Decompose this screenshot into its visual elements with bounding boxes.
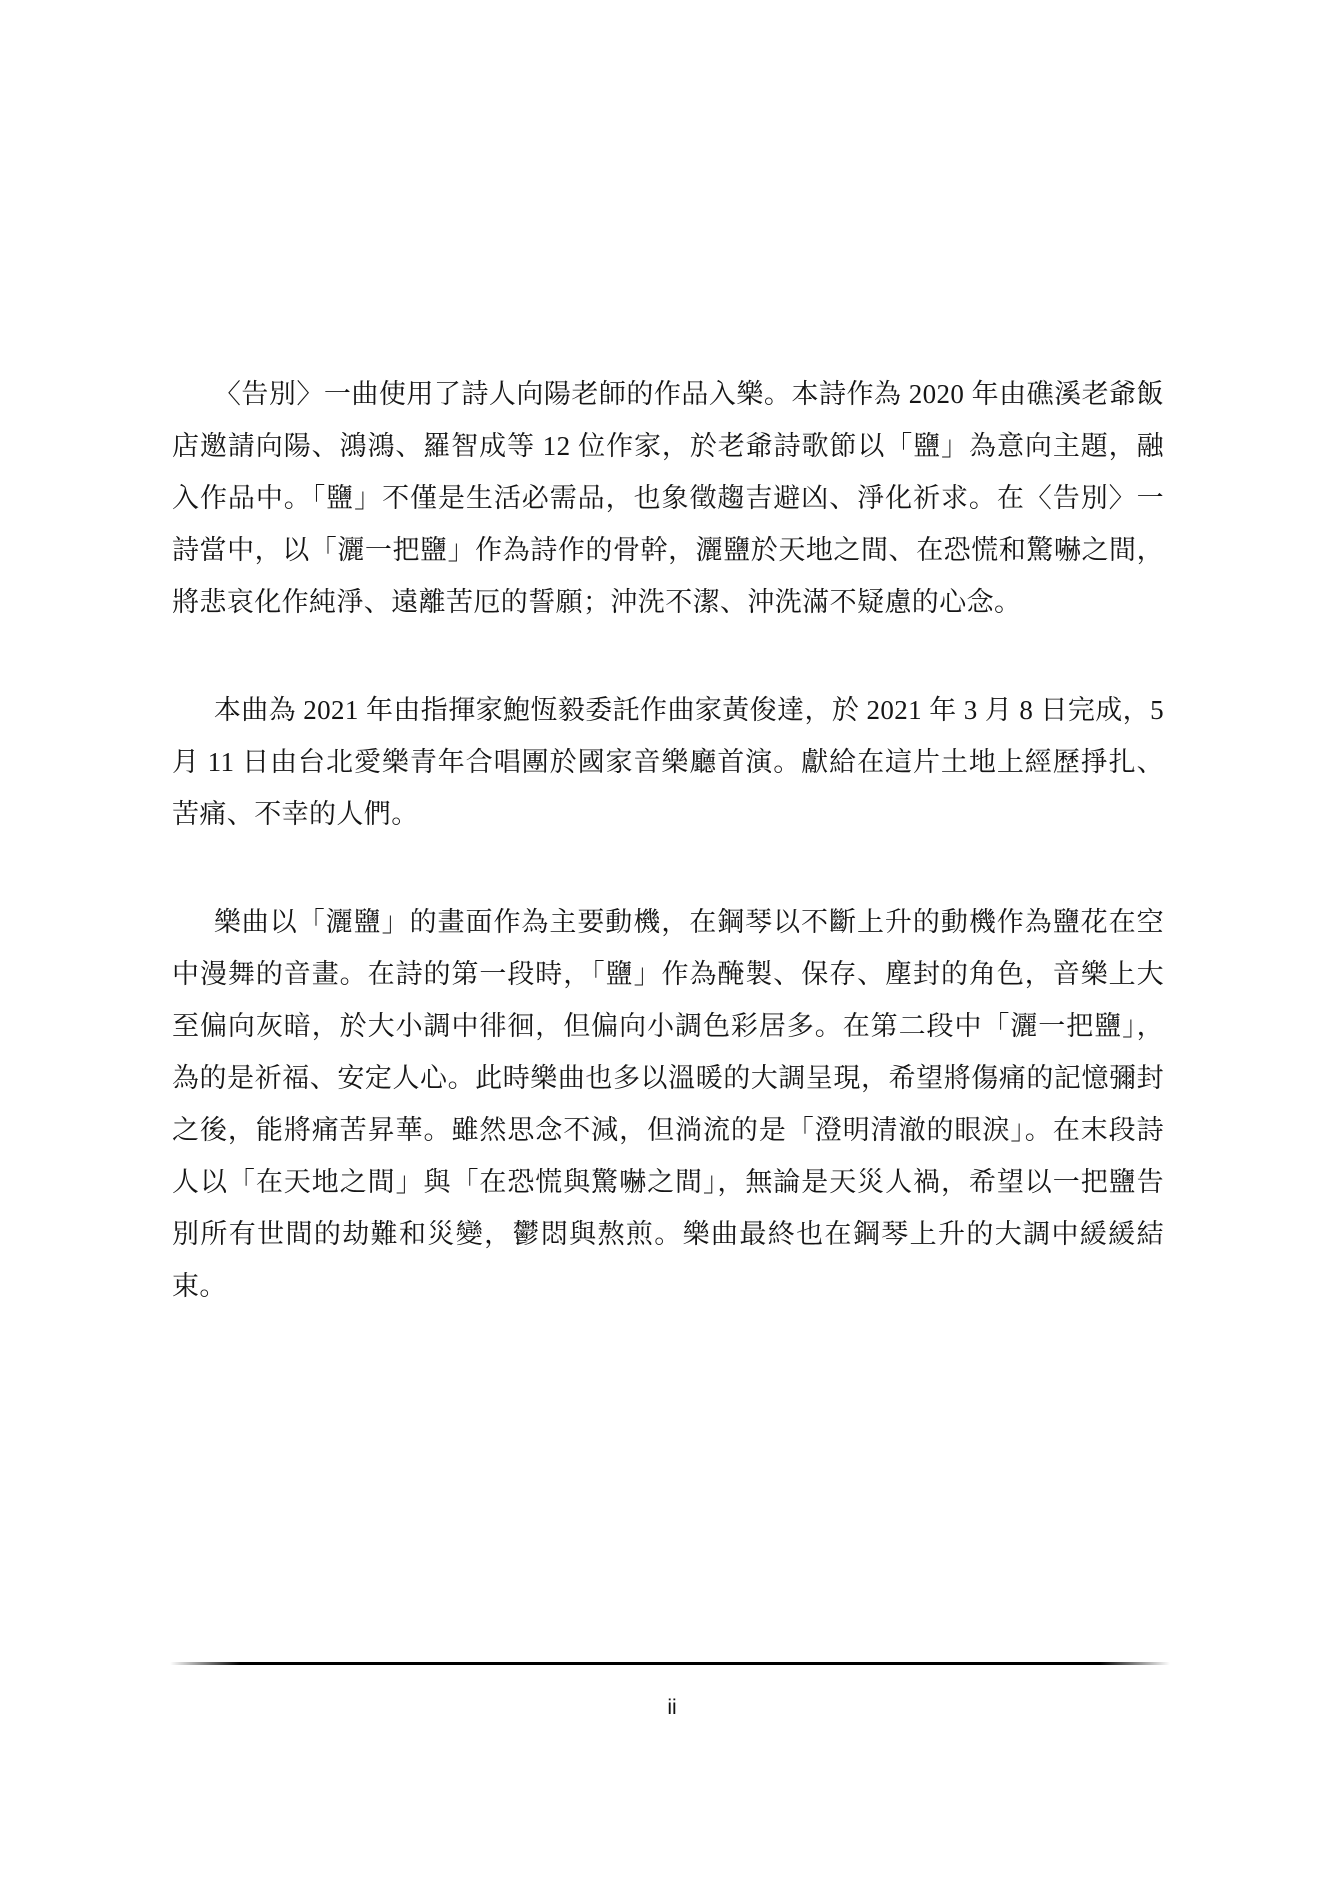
document-body [172,368,1164,1368]
paragraph-about-poem: 〈告別〉一曲使用了詩人向陽老師的作品入樂。本詩作為 2020 年由礁溪老爺飯店邀請向陽、鴻鴻、羅智成等 12 位作家，於老爺詩歌節以「鹽」為意向主題，融入作品中。「鹽」不僅是生活必需品，也象徵趨吉避凶、淨化祈求。在〈告別〉一詩當中，以「灑一把鹽」作為詩作的骨幹，灑鹽於天地之間、在恐慌和驚嚇之間，將悲哀化作純淨、遠離苦厄的誓願；沖洗不潔、沖洗滿不疑慮的心念。 [172,379,1164,617]
paragraph-commission-premiere: 本曲為 2021 年由指揮家鮑恆毅委託作曲家黃俊達，於 2021 年 3 月 8 日完成，5 月 11 日由台北愛樂青年合唱團於國家音樂廳首演。獻給在這片土地上經歷掙扎、苦痛、不幸的人們。 [172,695,1164,829]
footer-divider-line [170,1662,1170,1665]
page-number: ii [667,1696,677,1719]
paragraph-musical-description: 樂曲以「灑鹽」的畫面作為主要動機，在鋼琴以不斷上升的動機作為鹽花在空中漫舞的音畫。在詩的第一段時，「鹽」作為醃製、保存、塵封的角色，音樂上大至偏向灰暗，於大小調中徘徊，但偏向小調色彩居多。在第二段中「灑一把鹽」，為的是祈福、安定人心。此時樂曲也多以溫暖的大調呈現，希望將傷痛的記憶彌封之後，能將痛苦昇華。雖然思念不減，但淌流的是「澄明清澈的眼淚」。在末段詩人以「在天地之間」與「在恐慌與驚嚇之間」，無論是天災人禍，希望以一把鹽告別所有世間的劫難和災變，鬱悶與熬煎。樂曲最終也在鋼琴上升的大調中緩緩結束。 [172,907,1164,1301]
